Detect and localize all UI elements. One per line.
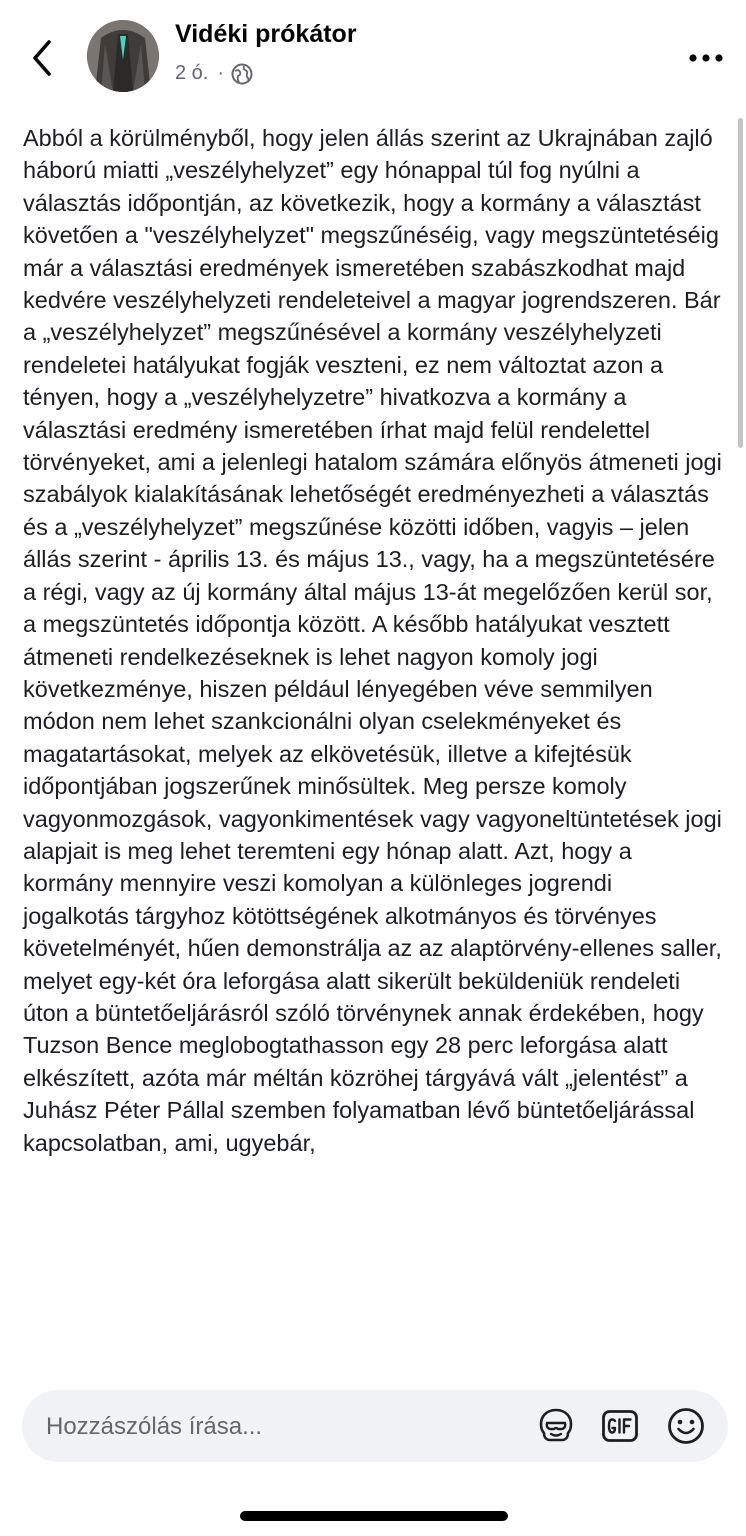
post-time[interactable]: 2 ó. <box>175 62 209 84</box>
post-meta <box>175 62 253 85</box>
meta-separator: · <box>217 62 225 84</box>
avatar-sticker-button[interactable] <box>536 1406 576 1446</box>
globe-icon <box>231 63 253 85</box>
comment-input[interactable] <box>44 1404 528 1450</box>
gif-button[interactable] <box>600 1406 640 1446</box>
post-header <box>0 0 746 112</box>
scrollbar[interactable] <box>738 118 743 448</box>
home-indicator <box>240 1511 508 1521</box>
chevron-left-icon <box>24 36 64 80</box>
avatar-image <box>87 20 159 92</box>
comment-composer <box>0 1380 746 1536</box>
gif-icon <box>600 1406 640 1446</box>
avatar-sticker-icon <box>536 1406 576 1446</box>
emoji-icon <box>666 1406 706 1446</box>
more-options-button[interactable] <box>686 44 726 72</box>
post-body <box>0 122 746 1380</box>
post-text: Abból a körülményből, hogy jelen állás szerint az Ukrajnában zajló háború miatti „veszélyhelyzet” egy hónappal túl fog nyúlni a választás időpontján, az következik, hogy a kormány a választást követően a "veszélyhelyzet" megszűnéséig, vagy megszüntetéséig már a választási eredmények ismeretében szabászkodhat majd kedvére veszélyhelyzeti rendeleteivel a magyar jogrendszeren. Bár a „veszélyhelyzet” megszűnésével a kormány veszélyhelyzeti rendeletei hatályukat fogják veszteni, ez nem változtat azon a tényen, hogy a „veszélyhelyzetre” hivatkozva a kormány a választási eredmény ismeretében írhat majd felül rendelettel törvényeket, ami a jelenlegi hatalom számára előnyös átmeneti jogi szabályok kialakításának lehetőségét eredményezheti a választás és a „veszélyhelyzet” megszűnése közötti időben, vagyis – jelen állás szerint - április 13. és május 13., vagy, ha a megszüntetésére a régi, vagy az új kormány által május 13-át megelőzően kerül sor, a megszüntetés időpontja között. A később hatályukat vesztett átmeneti rendelkezéseknek is lehet nagyon komoly jogi következménye, hiszen például lényegében véve semmilyen módon nem lehet szankcionálni olyan cselekményeket és magatartásokat, melyek az elkövetésük, illetve a kifejtésük időpontjában jogszerűnek minősültek. Meg persze komoly vagyonmozgások, vagyonkimentések vagy vagyoneltüntetések jogi alapjait is meg lehet teremteni egy hónap alatt. Azt, hogy a kormány mennyire veszi komolyan a különleges jogrendi jogalkotás tárgyhoz kötöttségének alkotmányos és törvényes követelményét, hűen demonstrálja az az alaptörvény-ellenes saller, melyet egy-két óra leforgása alatt sikerült beküldeniük rendeleti úton a büntetőeljárásról szóló törvénynek annak érdekében, hogy Tuzson Bence meglobogtathasson egy 28 perc leforgása alatt elkészített, azóta már méltán közröhej tárgyává vált „jelentést” a Juhász Péter Pállal szemben folyamatban lévő büntetőeljárással kapcsolatban, ami, ugyebár, <box>23 125 722 1156</box>
back-button[interactable] <box>24 36 64 80</box>
comment-box[interactable] <box>22 1390 728 1462</box>
avatar[interactable] <box>87 20 159 92</box>
more-horizontal-icon <box>686 44 726 72</box>
emoji-button[interactable] <box>666 1406 706 1446</box>
author-name[interactable]: Vidéki prókátor <box>175 20 357 48</box>
